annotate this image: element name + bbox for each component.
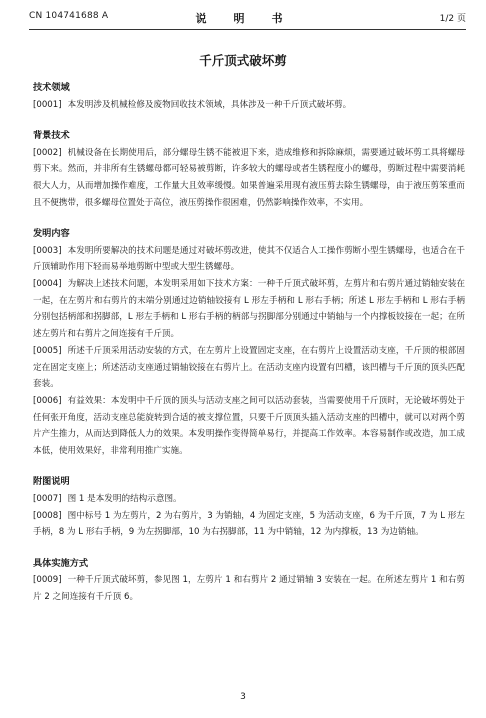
paragraph-text: 机械设备在长期使用后，部分螺母生锈不能被退下来，造成维修和拆除麻烦，需要通过破坏剪工具将螺母剪下来。然而，并非所有生锈螺母都可轻易被剪断，许多较大的螺母或者生锈程度小的螺母，剪断过程中需要消耗很大人力，从而增加操作难度，工作量大且效率缓慢。如果普遍采用现有液压剪去除生锈螺母，由于液压剪笨重而且不便携带，很多螺母位置处于高位，液压剪操作很困难，仍然影响操作效率，不实用。	[33, 147, 465, 208]
paragraph-text: 有益效果：本发明中千斤顶的顶头与活动支座之间可以活动套装，当需要使用千斤顶时，无论破坏剪处于任何张开角度，活动支座总能旋转到合适的被支撑位置，只要千斤顶顶头插入活动支座的凹槽中，就可以对两个剪片产生推力，从而达到降低人力的效果。本发明操作变得简单易行，并提高工作效率。本容易制作或改造，加工成本低，使用效果好，非常利用推广实施。	[33, 395, 465, 457]
header-rule	[29, 29, 466, 30]
paragraph-number: [0004]	[33, 279, 62, 290]
section-heading-summary: 发明内容	[33, 227, 70, 239]
section-heading-field: 技术领域	[33, 82, 70, 93]
paragraph-text: 一种千斤顶式破坏剪，参见图 1，左剪片 1 和右剪片 2 通过销轴 3 安装在一起。在所述左剪片 1 和右剪片 2 之间连接有千斤顶 6。	[33, 575, 465, 602]
paragraph-text: 图 1 是本发明的结构示意图。	[67, 493, 182, 504]
paragraph-0003	[33, 243, 465, 276]
page-header	[0, 10, 486, 26]
paragraph-0009	[33, 572, 465, 605]
paragraph-0001	[33, 97, 465, 114]
section-heading-drawings: 附图说明	[33, 476, 70, 488]
paragraph-text: 所述千斤顶采用活动安装的方式，在左剪片上设置固定支座，在右剪片上设置活动支座，千斤顶的根部固定在固定支座上；所述活动支座通过销轴铰接在右剪片上。在活动支座内设置有凹槽，该凹槽与千斤顶的顶头匹配套装。	[33, 345, 465, 390]
paragraph-0002	[33, 145, 465, 212]
paragraph-number: [0006]	[33, 395, 62, 406]
paragraph-text: 本发明所要解决的技术问题是通过对破坏剪改进，使其不仅适合人工操作剪断小型生锈螺母，也适合在千斤顶辅助作用下轻而易举地剪断中型或大型生锈螺母。	[33, 245, 465, 273]
paragraph-0005	[33, 343, 465, 393]
paragraph-text: 为解决上述技术问题，本发明采用如下技术方案：一种千斤顶式破坏剪，左剪片和右剪片通过销轴安装在一起，在左剪片和右剪片的末端分别通过边销轴铰接有 L 形左手柄和 L 形右手柄；所述 L 形左手柄和 L 形右手柄分别包括柄部和拐脚部，L 形左手柄和 L 形右手柄的柄部与拐脚部分别通过中销轴与一个内撑板铰接在一起；在所述左剪片和右剪片之间连接有千斤顶。	[33, 279, 465, 340]
paragraph-0006	[33, 393, 465, 460]
section-heading-embodiment: 具体实施方式	[33, 557, 89, 569]
paragraph-number: [0001]	[33, 99, 62, 110]
paragraph-number: [0007]	[33, 493, 62, 504]
paragraph-0008	[33, 508, 465, 541]
doc-number: CN 104741688 A	[29, 11, 109, 21]
page-indicator: 1/2 页	[439, 14, 466, 24]
section-heading-background: 背景技术	[33, 129, 70, 141]
doc-type: 说 明 书	[195, 12, 291, 25]
paragraph-0004	[33, 276, 465, 343]
paragraph-number: [0008]	[33, 510, 62, 521]
paragraph-number: [0009]	[33, 575, 62, 586]
paragraph-number: [0005]	[33, 345, 62, 356]
page-number: 3	[240, 692, 246, 702]
document-title: 千斤顶式破坏剪	[199, 53, 287, 68]
paragraph-number: [0003]	[33, 245, 62, 256]
paragraph-text: 图中标号 1 为左剪片，2 为右剪片，3 为销轴，4 为固定支座，5 为活动支座，6 为千斤顶，7 为 L 形左手柄，8 为 L 形右手柄，9 为左拐脚部，10 为右拐脚部，11 为中销轴，12 为内撑板，13 为边销轴。	[33, 510, 465, 538]
paragraph-number: [0002]	[33, 147, 62, 158]
paragraph-text: 本发明涉及机械检修及废物回收技术领域，具体涉及一种千斤顶式破坏剪。	[67, 99, 352, 110]
document-body	[33, 80, 465, 606]
paragraph-0007	[33, 491, 465, 508]
